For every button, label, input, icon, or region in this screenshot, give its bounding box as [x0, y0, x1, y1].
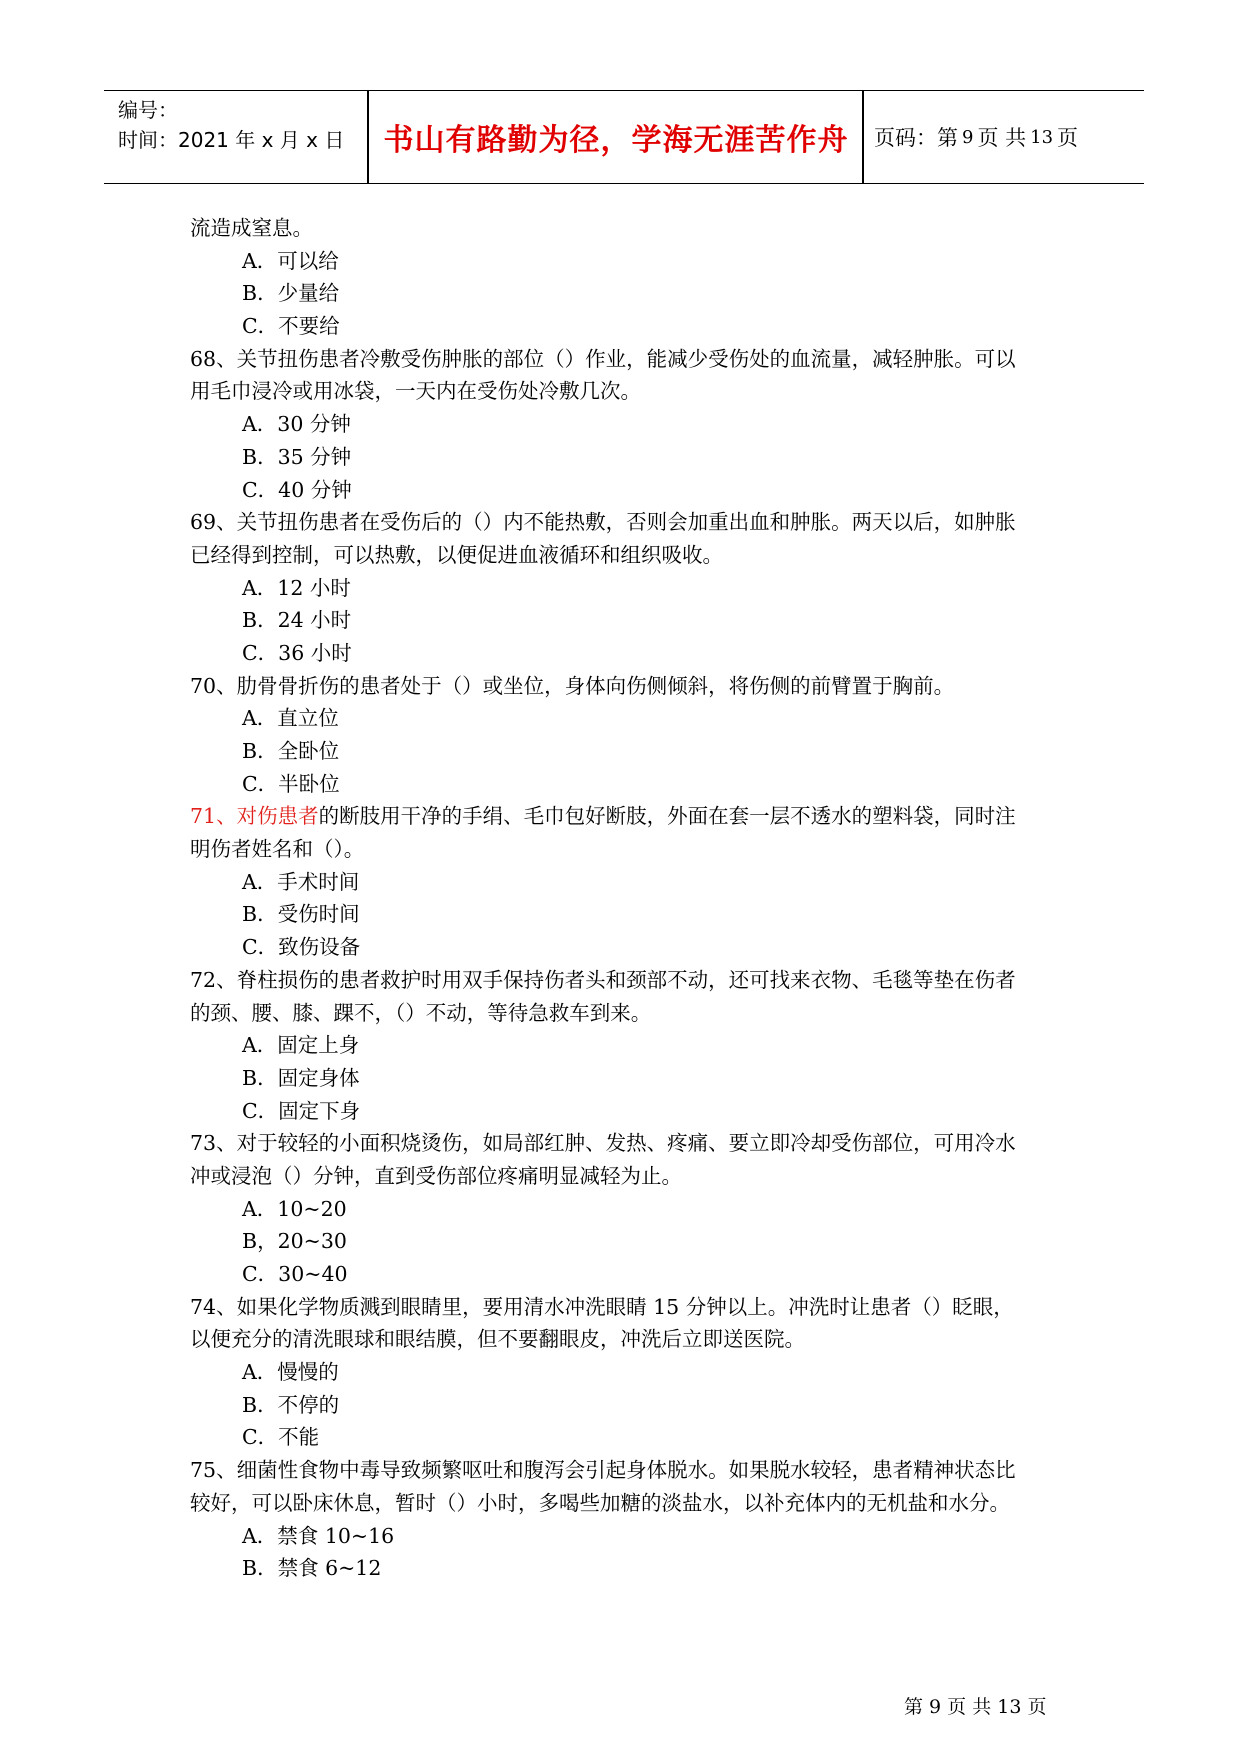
page-number: 9 — [962, 126, 974, 148]
answer-option — [190, 1029, 1070, 1062]
answer-option — [190, 637, 1070, 670]
line-text: 70、肋骨骨折伤的患者处于（）或坐位，身体向伤侧倾斜，将伤侧的前臂置于胸前。 — [190, 673, 955, 698]
line-text: 的颈、腰、膝、踝不，（）不动，等待急救车到来。 — [190, 1000, 652, 1025]
header-motto: 书山有路勤为径，学海无涯苦作舟 — [383, 123, 849, 158]
question-text-line — [190, 506, 1070, 539]
line-text: A．10~20 — [242, 1196, 347, 1221]
answer-option — [190, 1225, 1070, 1258]
question-text-line — [190, 997, 1070, 1030]
answer-option — [190, 1193, 1070, 1226]
highlighted-text: 71、对伤患者 — [190, 804, 319, 829]
line-text: B．不停的 — [242, 1392, 340, 1417]
line-text: C．致伤设备 — [242, 935, 361, 960]
question-text-line — [190, 1487, 1070, 1520]
question-text-line — [190, 1160, 1070, 1193]
line-text: B．少量给 — [242, 281, 340, 306]
question-text-line — [190, 833, 1070, 866]
answer-option — [190, 1258, 1070, 1291]
header-page-indicator — [874, 91, 1078, 183]
answer-option — [190, 604, 1070, 637]
question-text-line — [190, 1127, 1070, 1160]
answer-option — [190, 931, 1070, 964]
line-text: 用毛巾浸冷或用冰袋，一天内在受伤处冷敷几次。 — [190, 379, 641, 404]
line-text: 以便充分的清洗眼球和眼结膜，但不要翻眼皮，冲洗后立即送医院。 — [190, 1327, 805, 1352]
answer-option — [190, 277, 1070, 310]
answer-option — [190, 245, 1070, 278]
answer-option — [190, 310, 1070, 343]
answer-option — [190, 474, 1070, 507]
line-text: B．固定身体 — [242, 1065, 360, 1090]
line-text: B．24 小时 — [242, 608, 352, 633]
page-mid: 页 共 — [977, 126, 1027, 150]
answer-option — [190, 702, 1070, 735]
line-text: A．可以给 — [242, 248, 339, 273]
header-divider — [367, 91, 369, 183]
answer-option — [190, 1421, 1070, 1454]
question-text-line — [190, 1291, 1070, 1324]
line-text: C．不能 — [242, 1425, 320, 1450]
page-suffix: 页 — [1057, 126, 1079, 150]
line-text: A．禁食 10~16 — [242, 1523, 395, 1548]
page-header — [104, 90, 1144, 184]
answer-option — [190, 572, 1070, 605]
document-body — [190, 212, 1070, 1585]
question-text-line — [190, 212, 1070, 245]
line-text: 72、脊柱损伤的患者救护时用双手保持伤者头和颈部不动，还可找来衣物、毛毯等垫在伤者 — [190, 967, 1016, 992]
header-meta — [118, 95, 344, 155]
answer-option — [190, 1520, 1070, 1553]
line-text: 68、关节扭伤患者冷敷受伤肿胀的部位（）作业，能减少受伤处的血流量，减轻肿胀。可以 — [190, 346, 1016, 371]
line-text: C．30~40 — [242, 1262, 348, 1286]
answer-option — [190, 1389, 1070, 1422]
page-footer: 第 9 页 共 13 页 — [904, 1696, 1047, 1718]
answer-option — [190, 768, 1070, 801]
line-text: A．固定上身 — [242, 1033, 360, 1058]
answer-option — [190, 1062, 1070, 1095]
question-text-line — [190, 1454, 1070, 1487]
line-text: 75、细菌性食物中毒导致频繁呕吐和腹泻会引起身体脱水。如果脱水较轻，患者精神状态比 — [190, 1458, 1016, 1483]
line-text: 的断肢用干净的手绢、毛巾包好断肢，外面在套一层不透水的塑料袋，同时注 — [318, 804, 1016, 829]
line-text: C．36 小时 — [242, 640, 352, 665]
question-text-line — [190, 343, 1070, 376]
line-text: C．半卧位 — [242, 771, 340, 796]
line-text: C．40 分钟 — [242, 477, 352, 502]
answer-option — [190, 898, 1070, 931]
page-prefix: 页码：第 — [874, 126, 958, 150]
line-text: 较好，可以卧床休息，暂时（）小时，多喝些加糖的淡盐水，以补充体内的无机盐和水分。 — [190, 1490, 1010, 1515]
question-text-line — [190, 670, 1070, 703]
line-text: 73、对于较轻的小面积烧烫伤，如局部红肿、发热、疼痛、要立即冷却受伤部位，可用冷水 — [190, 1131, 1016, 1156]
line-text: A．直立位 — [242, 706, 339, 731]
question-text-line — [190, 964, 1070, 997]
question-text-line — [190, 1323, 1070, 1356]
answer-option — [190, 866, 1070, 899]
line-text: 冲或浸泡（）分钟，直到受伤部位疼痛明显减轻为止。 — [190, 1163, 682, 1188]
line-text: C．固定下身 — [242, 1098, 361, 1123]
line-text: A．慢慢的 — [242, 1360, 339, 1385]
question-text-line — [190, 375, 1070, 408]
line-text: A．30 分钟 — [242, 412, 351, 437]
answer-option — [190, 1552, 1070, 1585]
answer-option — [190, 735, 1070, 768]
question-text-line — [190, 539, 1070, 572]
header-divider — [862, 91, 864, 183]
answer-option — [190, 441, 1070, 474]
answer-option — [190, 1095, 1070, 1128]
line-text: B．全卧位 — [242, 739, 340, 763]
line-text: B．35 分钟 — [242, 444, 352, 469]
answer-option — [190, 1356, 1070, 1389]
question-text-line — [190, 800, 1070, 833]
line-text: B．受伤时间 — [242, 902, 360, 927]
line-text: A．12 小时 — [242, 575, 351, 600]
line-text: B．禁食 6~12 — [242, 1556, 382, 1581]
line-text: 明伤者姓名和（）。 — [190, 837, 365, 862]
line-text: 69、关节扭伤患者在受伤后的（）内不能热敷，否则会加重出血和肿胀。两天以后，如肿胀 — [190, 510, 1016, 535]
serial-number-label: 编号： — [118, 98, 178, 122]
line-text: 流造成窒息。 — [190, 216, 313, 240]
line-text: B，20~30 — [242, 1229, 347, 1254]
page-total: 13 — [1030, 126, 1054, 148]
line-text: C．不要给 — [242, 314, 340, 339]
line-text: A．手术时间 — [242, 869, 360, 894]
line-text: 74、如果化学物质溅到眼睛里，要用清水冲洗眼睛 15 分钟以上。冲洗时让患者（）眨眼， — [190, 1294, 1014, 1319]
answer-option — [190, 408, 1070, 441]
line-text: 已经得到控制，可以热敷，以便促进血液循环和组织吸收。 — [190, 542, 723, 567]
date-label: 时间：2021 年 x 月 x 日 — [118, 128, 345, 152]
